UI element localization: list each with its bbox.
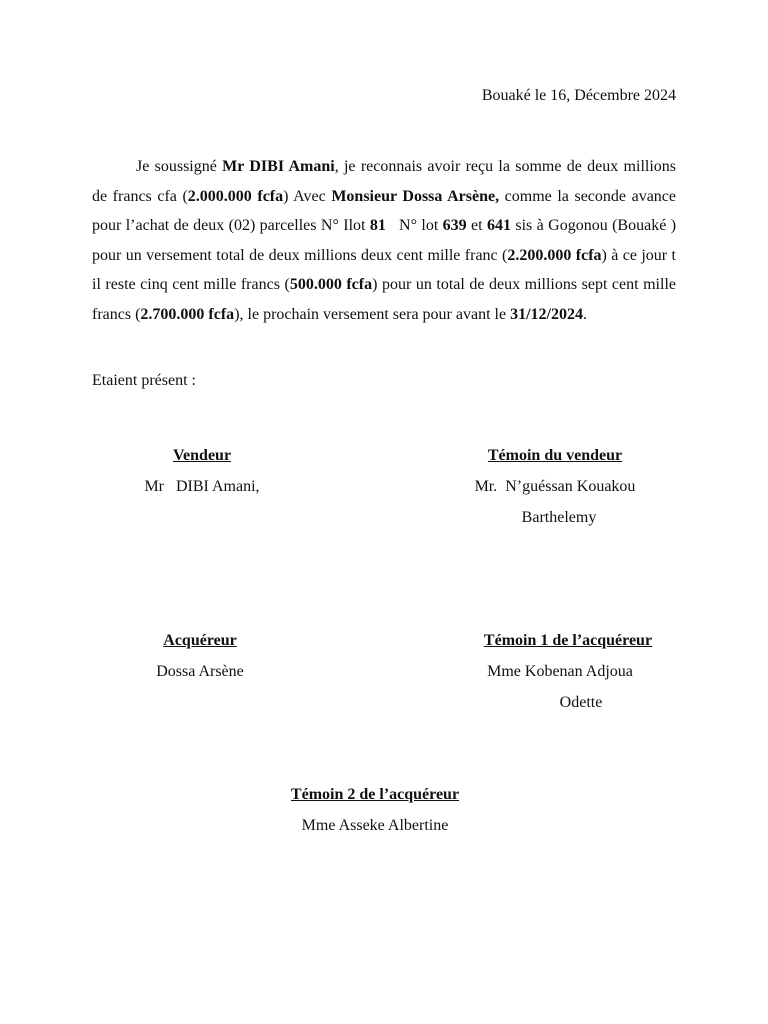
body-bold-segment: 641	[486, 217, 511, 234]
body-bold-segment: 2.700.000 fcfa	[140, 305, 235, 323]
buyer-name: Dossa Arsène	[156, 663, 244, 680]
body-bold-segment: Monsieur Dossa Arsène,	[331, 187, 500, 205]
body-bold-segment: 81	[369, 217, 386, 234]
body-text-segment: et	[466, 217, 487, 234]
buyer-role-heading: Acquéreur	[163, 632, 237, 649]
buyer-witness-2-block	[262, 779, 488, 841]
buyer-block	[100, 625, 300, 687]
body-bold-segment: Mr DIBI Amani	[222, 158, 335, 175]
body-text-segment: ) pour un total de deux millions sept cent mille francs (	[92, 276, 676, 323]
body-text-segment: , je reconnais avoir reçu la somme de deux millions de francs cfa (	[92, 158, 677, 205]
body-text-segment: ), le prochain versement sera pour avant le	[234, 305, 511, 323]
vendor-block	[100, 440, 304, 502]
vendor-witness-name-line2: Barthelemy	[521, 509, 597, 526]
buyer-witness-2-role-heading: Témoin 2 de l’acquéreur	[290, 786, 460, 803]
buyer-witness-2-name: Mme Asseke Albertine	[301, 817, 449, 834]
body-text-segment: ) à ce jour t il reste cinq cent mille francs (	[92, 246, 676, 293]
body-bold-segment: 31/12/2024	[510, 305, 583, 323]
vendor-name: Mr DIBI Amani,	[144, 478, 260, 495]
buyer-witness-1-block	[470, 625, 666, 718]
vendor-role-heading: Vendeur	[172, 447, 232, 464]
present-line: Etaient présent :	[92, 372, 196, 389]
body-bold-segment: 2.200.000 fcfa	[507, 246, 602, 264]
body-bold-segment: 2.000.000 fcfa	[187, 187, 284, 205]
buyer-witness-1-name-line2: Odette	[559, 694, 603, 711]
body-text-segment: sis à Gogonou (Bouaké ) pour un versement total de deux millions deux cent mille franc (	[92, 217, 677, 264]
buyer-witness-1-role-heading: Témoin 1 de l’acquéreur	[483, 632, 653, 649]
body-bold-segment: 639	[442, 217, 467, 234]
body-text-segment: Je soussigné	[136, 158, 223, 175]
receipt-paragraph	[92, 152, 676, 329]
buyer-witness-1-name-line1: Mme Kobenan Adjoua	[487, 663, 633, 680]
date-line: Bouaké le 16, Décembre 2024	[481, 87, 676, 104]
body-text-segment: N° lot	[385, 217, 443, 234]
vendor-witness-block	[452, 440, 658, 533]
body-text-segment: .	[582, 305, 587, 323]
body-text-segment: comme la seconde avance pour l’achat de deux (02) parcelles N° Ilot	[92, 187, 677, 234]
vendor-witness-name-line1: Mr. N’guéssan Kouakou	[474, 478, 636, 495]
body-bold-segment: 500.000 fcfa	[289, 276, 373, 293]
vendor-witness-role-heading: Témoin du vendeur	[487, 447, 623, 464]
body-text-segment: ) Avec	[283, 187, 332, 205]
